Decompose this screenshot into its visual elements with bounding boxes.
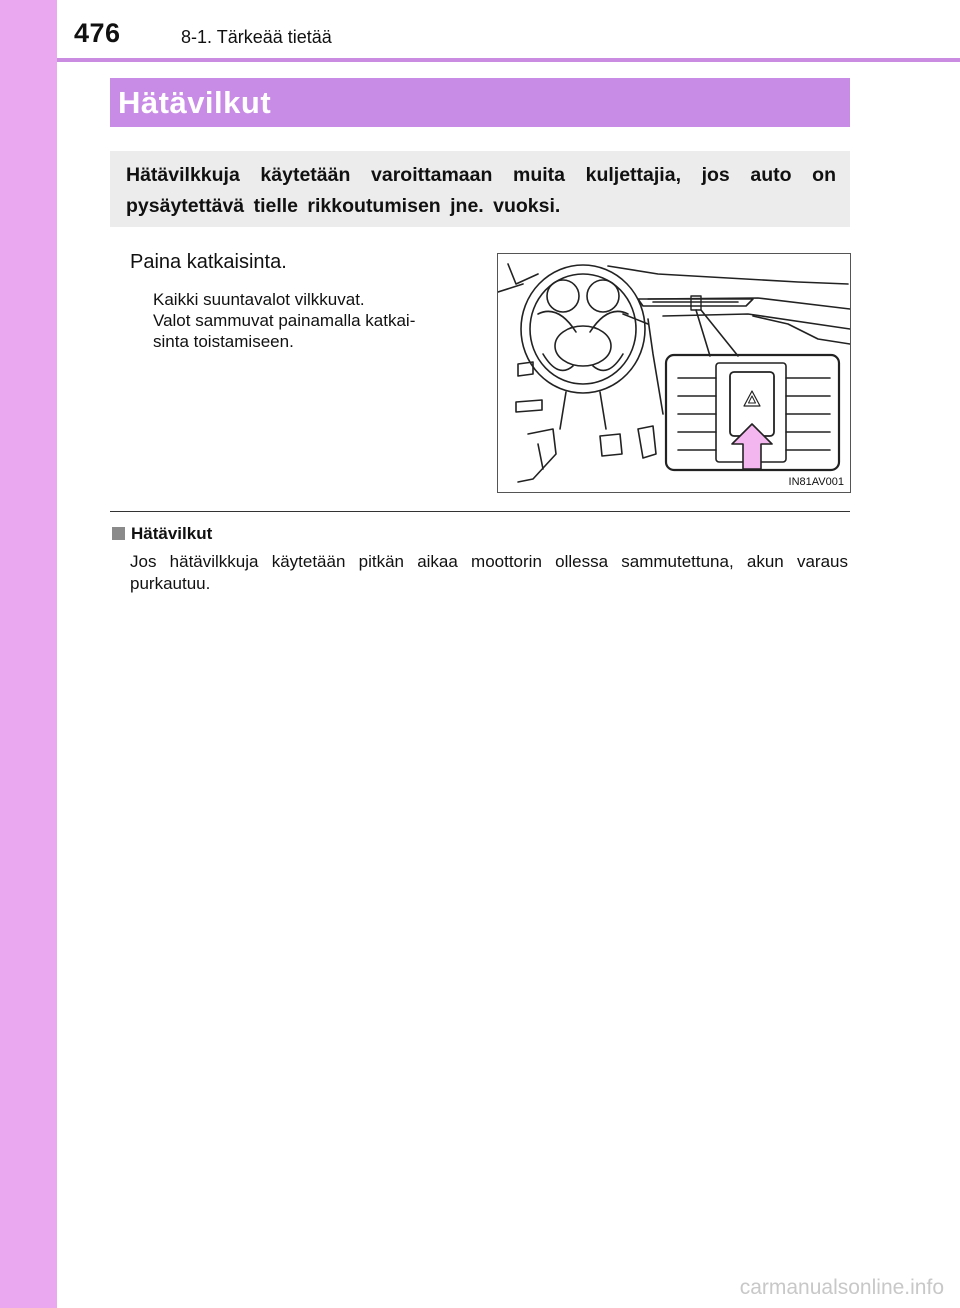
step-title: Paina katkaisinta. <box>130 251 287 273</box>
note-heading-text: Hätävilkut <box>131 524 213 543</box>
header-divider <box>57 58 960 62</box>
note-heading <box>112 524 212 544</box>
figure-code: IN81AV001 <box>788 476 844 488</box>
step-body <box>153 289 471 352</box>
step-line: Kaikki suuntavalot vilkkuvat. <box>153 290 365 309</box>
note-text: Jos hätävilkkuja käytetään pitkän aikaa moottorin ollessa sammutettuna, akun varaus purkautuu. <box>130 552 848 593</box>
step-line: sinta toistamiseen. <box>153 332 294 351</box>
intro-text: Hätävilkkuja käytetään varoittamaan muita kuljettajia, jos auto on pysäytettävä tielle rikkoutumisen jne. vuoksi. <box>126 164 836 217</box>
section-title: Hätävilkut <box>118 85 272 120</box>
section-divider <box>110 511 850 512</box>
step-line: Valot sammuvat painamalla katkai- <box>153 311 416 330</box>
watermark: carmanualsonline.info <box>739 1276 944 1299</box>
section-title-bar <box>110 78 850 127</box>
intro-box <box>110 151 850 227</box>
chapter-color-band <box>0 0 57 1308</box>
hazard-switch-illustration <box>497 253 851 493</box>
page-number: 476 <box>74 18 121 48</box>
chapter-title: 8-1. Tärkeää tietää <box>181 27 332 47</box>
press-arrow-icon <box>498 254 850 492</box>
square-bullet-icon <box>112 527 125 540</box>
